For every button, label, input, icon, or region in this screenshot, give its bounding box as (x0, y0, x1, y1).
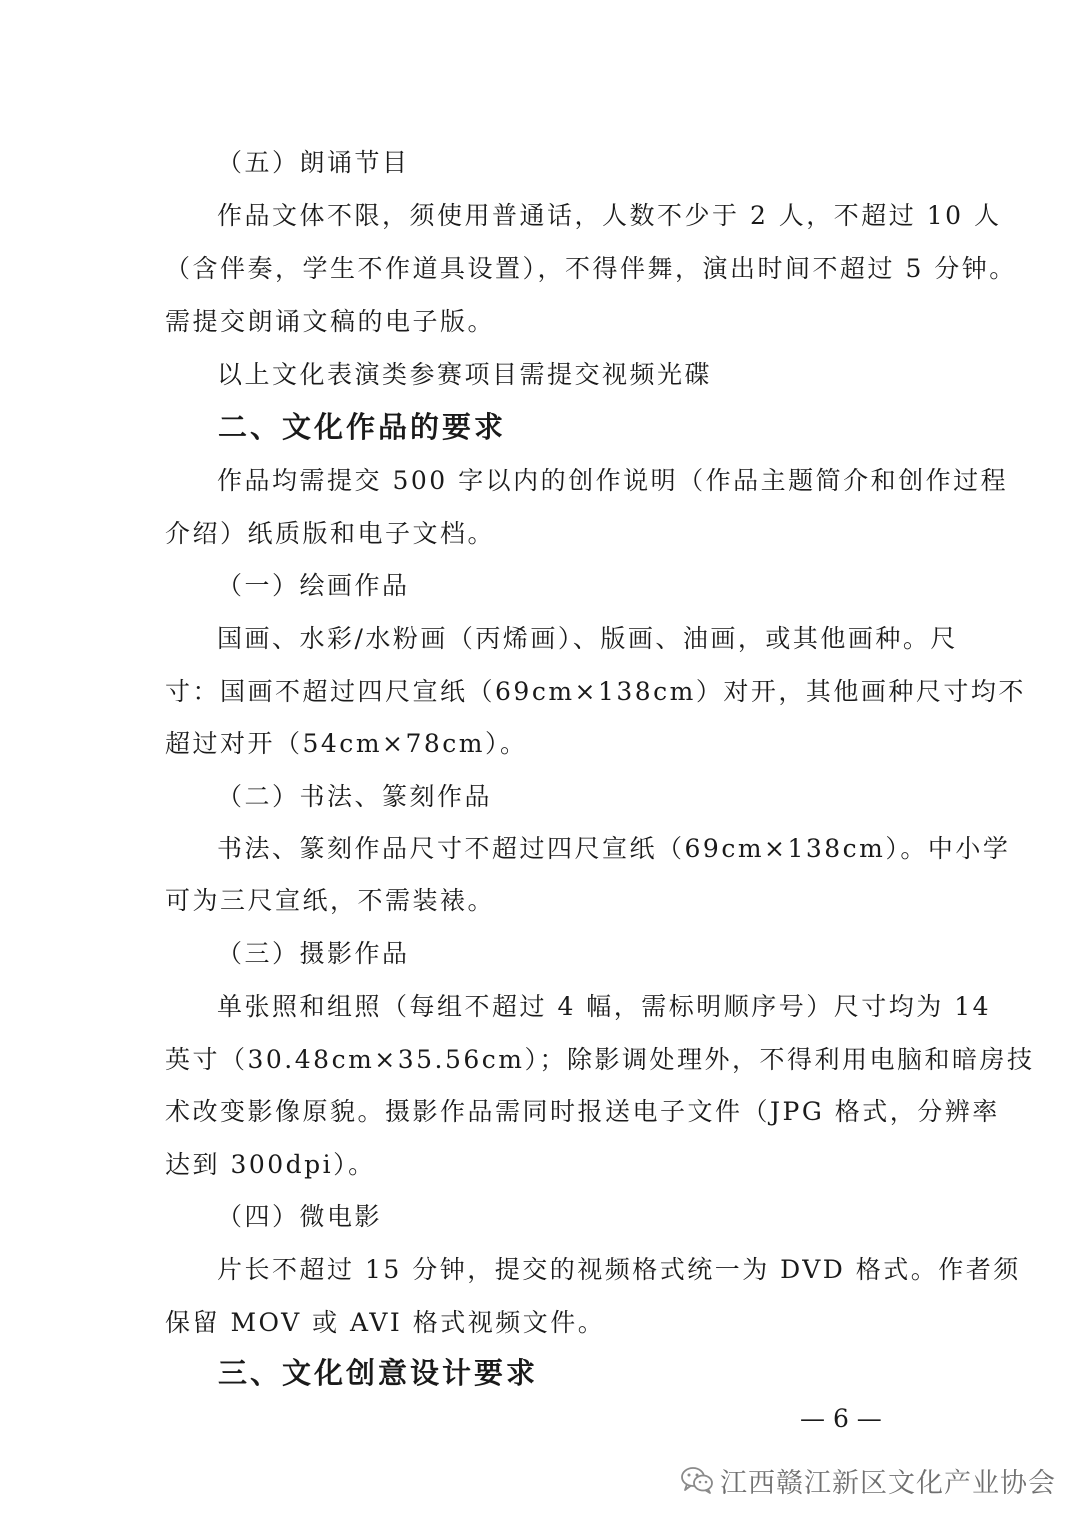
watermark-text: 江西赣江新区文化产业协会 (720, 1467, 1056, 1499)
subsection-heading-recitation: （五）朗诵节目 (217, 148, 410, 177)
subsection-heading-calligraphy: （二）书法、篆刻作品 (217, 782, 493, 811)
paragraph-line: 可为三尺宣纸，不需装裱。 (165, 886, 496, 915)
paragraph-line: 达到 300dpi）。 (165, 1150, 376, 1179)
paragraph-line: 国画、水彩/水粉画（丙烯画）、版画、油画，或其他画种。尺 (217, 624, 958, 653)
paragraph-line: 以上文化表演类参赛项目需提交视频光碟 (217, 360, 713, 389)
paragraph-line: 书法、篆刻作品尺寸不超过四尺宣纸（69cm×138cm）。中小学 (217, 834, 1011, 863)
paragraph-line: 单张照和组照（每组不超过 4 幅，需标明顺序号）尺寸均为 14 (217, 992, 992, 1021)
paragraph-line: 寸：国画不超过四尺宣纸（69cm×138cm）对开，其他画种尺寸均不 (165, 677, 1026, 706)
paragraph-line: 作品均需提交 500 字以内的创作说明（作品主题简介和创作过程 (217, 466, 1009, 495)
paragraph-line: （含伴奏，学生不作道具设置），不得伴舞，演出时间不超过 5 分钟。 (165, 254, 1017, 283)
paragraph-line: 作品文体不限，须使用普通话，人数不少于 2 人，不超过 10 人 (217, 201, 1002, 230)
subsection-heading-micro-film: （四）微电影 (217, 1202, 383, 1231)
paragraph-line: 术改变影像原貌。摄影作品需同时报送电子文件（JPG 格式，分辨率 (165, 1097, 1000, 1126)
paragraph-line: 介绍）纸质版和电子文档。 (165, 519, 496, 548)
paragraph-line: 超过对开（54cm×78cm）。 (165, 729, 528, 758)
section-heading-works-requirements: 二、文化作品的要求 (218, 410, 507, 444)
page-number: — 6 — (800, 1404, 882, 1433)
paragraph-line: 片长不超过 15 分钟，提交的视频格式统一为 DVD 格式。作者须 (217, 1255, 1021, 1284)
subsection-heading-painting: （一）绘画作品 (217, 571, 410, 600)
subsection-heading-photography: （三）摄影作品 (217, 939, 410, 968)
wechat-watermark (680, 1462, 1056, 1498)
paragraph-line: 英寸（30.48cm×35.56cm）；除影调处理外，不得利用电脑和暗房技 (165, 1045, 1035, 1074)
wechat-icon (680, 1465, 714, 1495)
paragraph-line: 保留 MOV 或 AVI 格式视频文件。 (165, 1308, 606, 1337)
paragraph-line: 需提交朗诵文稿的电子版。 (165, 307, 496, 336)
section-heading-creative-design: 三、文化创意设计要求 (218, 1356, 539, 1390)
